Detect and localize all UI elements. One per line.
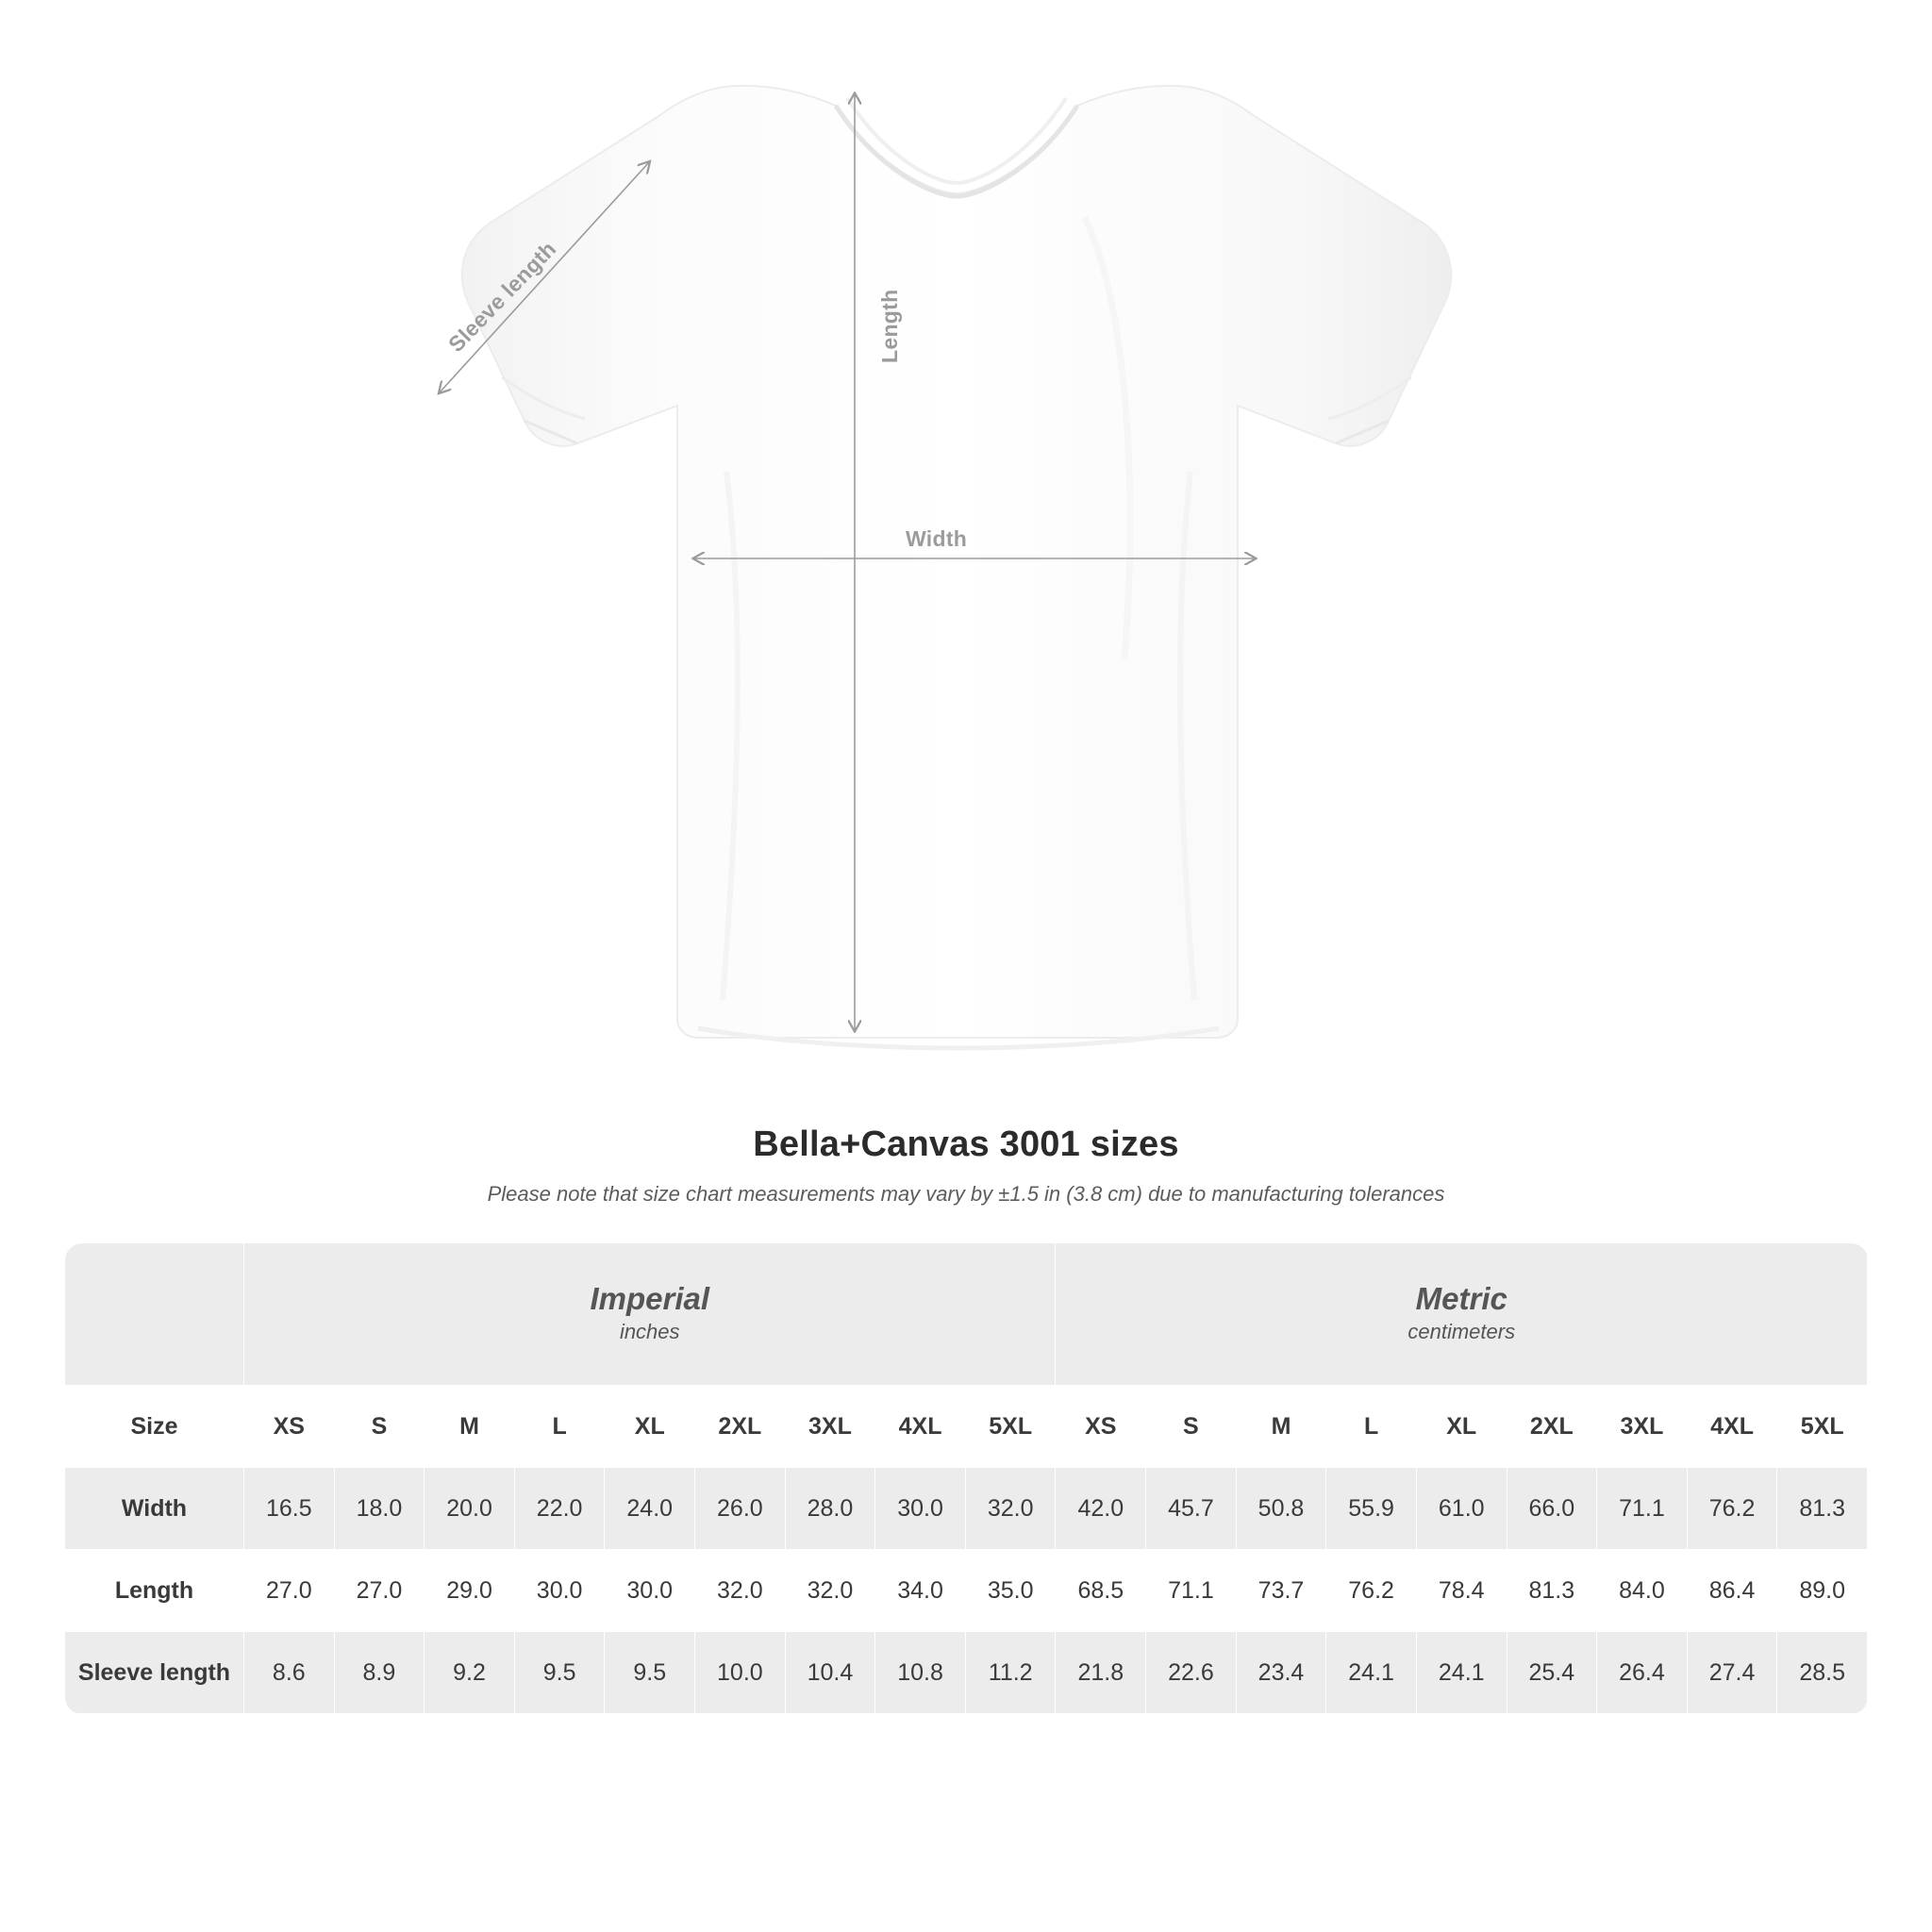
measurement-cell: 28.0 (785, 1468, 875, 1550)
measurement-cell: 76.2 (1687, 1468, 1777, 1550)
measurement-cell: 9.5 (605, 1632, 695, 1714)
page-title: Bella+Canvas 3001 sizes (753, 1124, 1179, 1164)
unit-group-name: Imperial (590, 1280, 710, 1316)
table-row (65, 1550, 1868, 1632)
unit-group-sub: inches (619, 1320, 680, 1344)
measurement-cell: 30.0 (875, 1468, 966, 1550)
measurement-cell: 9.5 (514, 1632, 605, 1714)
measurement-cell: 45.7 (1146, 1468, 1237, 1550)
table-row (65, 1468, 1868, 1550)
measurement-cell: 84.0 (1597, 1550, 1688, 1632)
measurement-cell: 89.0 (1777, 1550, 1868, 1632)
measurement-cell: 55.9 (1326, 1468, 1417, 1550)
unit-group-header-row (65, 1243, 1868, 1386)
measurement-cell: 18.0 (334, 1468, 425, 1550)
measurement-cell: 26.4 (1597, 1632, 1688, 1714)
measurement-row-header: Length (65, 1550, 244, 1632)
title-block (0, 1124, 1932, 1207)
measurement-cell: 8.6 (244, 1632, 335, 1714)
measurement-row-header: Width (65, 1468, 244, 1550)
measurement-cell: 71.1 (1146, 1550, 1237, 1632)
size-header-cell: XS (1056, 1386, 1146, 1468)
measurement-cell: 32.0 (695, 1550, 786, 1632)
measurement-cell: 30.0 (514, 1550, 605, 1632)
measurement-cell: 10.0 (695, 1632, 786, 1714)
measurement-cell: 24.0 (605, 1468, 695, 1550)
measurement-cell: 10.4 (785, 1632, 875, 1714)
measurement-cell: 35.0 (965, 1550, 1056, 1632)
size-header-cell: 2XL (1507, 1386, 1597, 1468)
measurement-cell: 24.1 (1416, 1632, 1507, 1714)
measurement-cell: 86.4 (1687, 1550, 1777, 1632)
measurement-cell: 22.6 (1146, 1632, 1237, 1714)
measurement-cell: 42.0 (1056, 1468, 1146, 1550)
size-header-cell: 4XL (875, 1386, 966, 1468)
measurement-cell: 23.4 (1236, 1632, 1326, 1714)
measurement-cell: 32.0 (785, 1550, 875, 1632)
measurement-cell: 25.4 (1507, 1632, 1597, 1714)
measurement-cell: 10.8 (875, 1632, 966, 1714)
measurement-cell: 81.3 (1777, 1468, 1868, 1550)
measurement-cell: 9.2 (425, 1632, 515, 1714)
measurement-cell: 24.1 (1326, 1632, 1417, 1714)
measurement-cell: 66.0 (1507, 1468, 1597, 1550)
length-label: Length (877, 289, 902, 363)
size-header-cell: XS (244, 1386, 335, 1468)
size-header-cell: 3XL (785, 1386, 875, 1468)
measurement-cell: 27.0 (334, 1550, 425, 1632)
size-header-cell: 5XL (965, 1386, 1056, 1468)
size-header-cell: XL (1416, 1386, 1507, 1468)
width-label: Width (906, 526, 968, 551)
measurement-cell: 78.4 (1416, 1550, 1507, 1632)
size-header-cell: L (514, 1386, 605, 1468)
size-header-cell: S (1146, 1386, 1237, 1468)
measurement-cell: 28.5 (1777, 1632, 1868, 1714)
measurement-cell: 21.8 (1056, 1632, 1146, 1714)
tshirt-shape (462, 86, 1452, 1048)
size-header-cell: 5XL (1777, 1386, 1868, 1468)
measurement-cell: 26.0 (695, 1468, 786, 1550)
size-table (64, 1242, 1868, 1714)
size-header-cell: M (1236, 1386, 1326, 1468)
size-header-cell: 2XL (695, 1386, 786, 1468)
measurement-cell: 34.0 (875, 1550, 966, 1632)
size-header-cell: 3XL (1597, 1386, 1688, 1468)
measurement-cell: 61.0 (1416, 1468, 1507, 1550)
measurement-cell: 81.3 (1507, 1550, 1597, 1632)
measurement-cell: 22.0 (514, 1468, 605, 1550)
measurement-cell: 76.2 (1326, 1550, 1417, 1632)
table-corner-cell (65, 1243, 244, 1386)
measurement-cell: 32.0 (965, 1468, 1056, 1550)
sleeve-length-label: Sleeve length (443, 236, 561, 358)
unit-group-sub: centimeters (1407, 1320, 1516, 1344)
size-header-cell: XL (605, 1386, 695, 1468)
measurement-cell: 50.8 (1236, 1468, 1326, 1550)
measurement-cell: 20.0 (425, 1468, 515, 1550)
measurement-cell: 73.7 (1236, 1550, 1326, 1632)
measurement-note: Please note that size chart measurements may vary by ±1.5 in (3.8 cm) due to manufacturing tolerances (487, 1182, 1445, 1206)
measurement-cell: 68.5 (1056, 1550, 1146, 1632)
measurement-cell: 11.2 (965, 1632, 1056, 1714)
size-header-cell: 4XL (1687, 1386, 1777, 1468)
unit-group-name: Metric (1415, 1280, 1507, 1316)
measurement-cell: 8.9 (334, 1632, 425, 1714)
measurement-row-header: Sleeve length (65, 1632, 244, 1714)
measurement-cell: 29.0 (425, 1550, 515, 1632)
table-row (65, 1632, 1868, 1714)
unit-group-header (244, 1243, 1056, 1386)
unit-group-header (1056, 1243, 1868, 1386)
measurement-cell: 27.4 (1687, 1632, 1777, 1714)
size-header-cell: L (1326, 1386, 1417, 1468)
measurement-cell: 30.0 (605, 1550, 695, 1632)
size-row-header: Size (65, 1386, 244, 1468)
size-table-wrapper (64, 1242, 1868, 1714)
measurement-cell: 27.0 (244, 1550, 335, 1632)
measurement-cell: 16.5 (244, 1468, 335, 1550)
size-header-row (65, 1386, 1868, 1468)
size-header-cell: M (425, 1386, 515, 1468)
size-header-cell: S (334, 1386, 425, 1468)
measurement-cell: 71.1 (1597, 1468, 1688, 1550)
